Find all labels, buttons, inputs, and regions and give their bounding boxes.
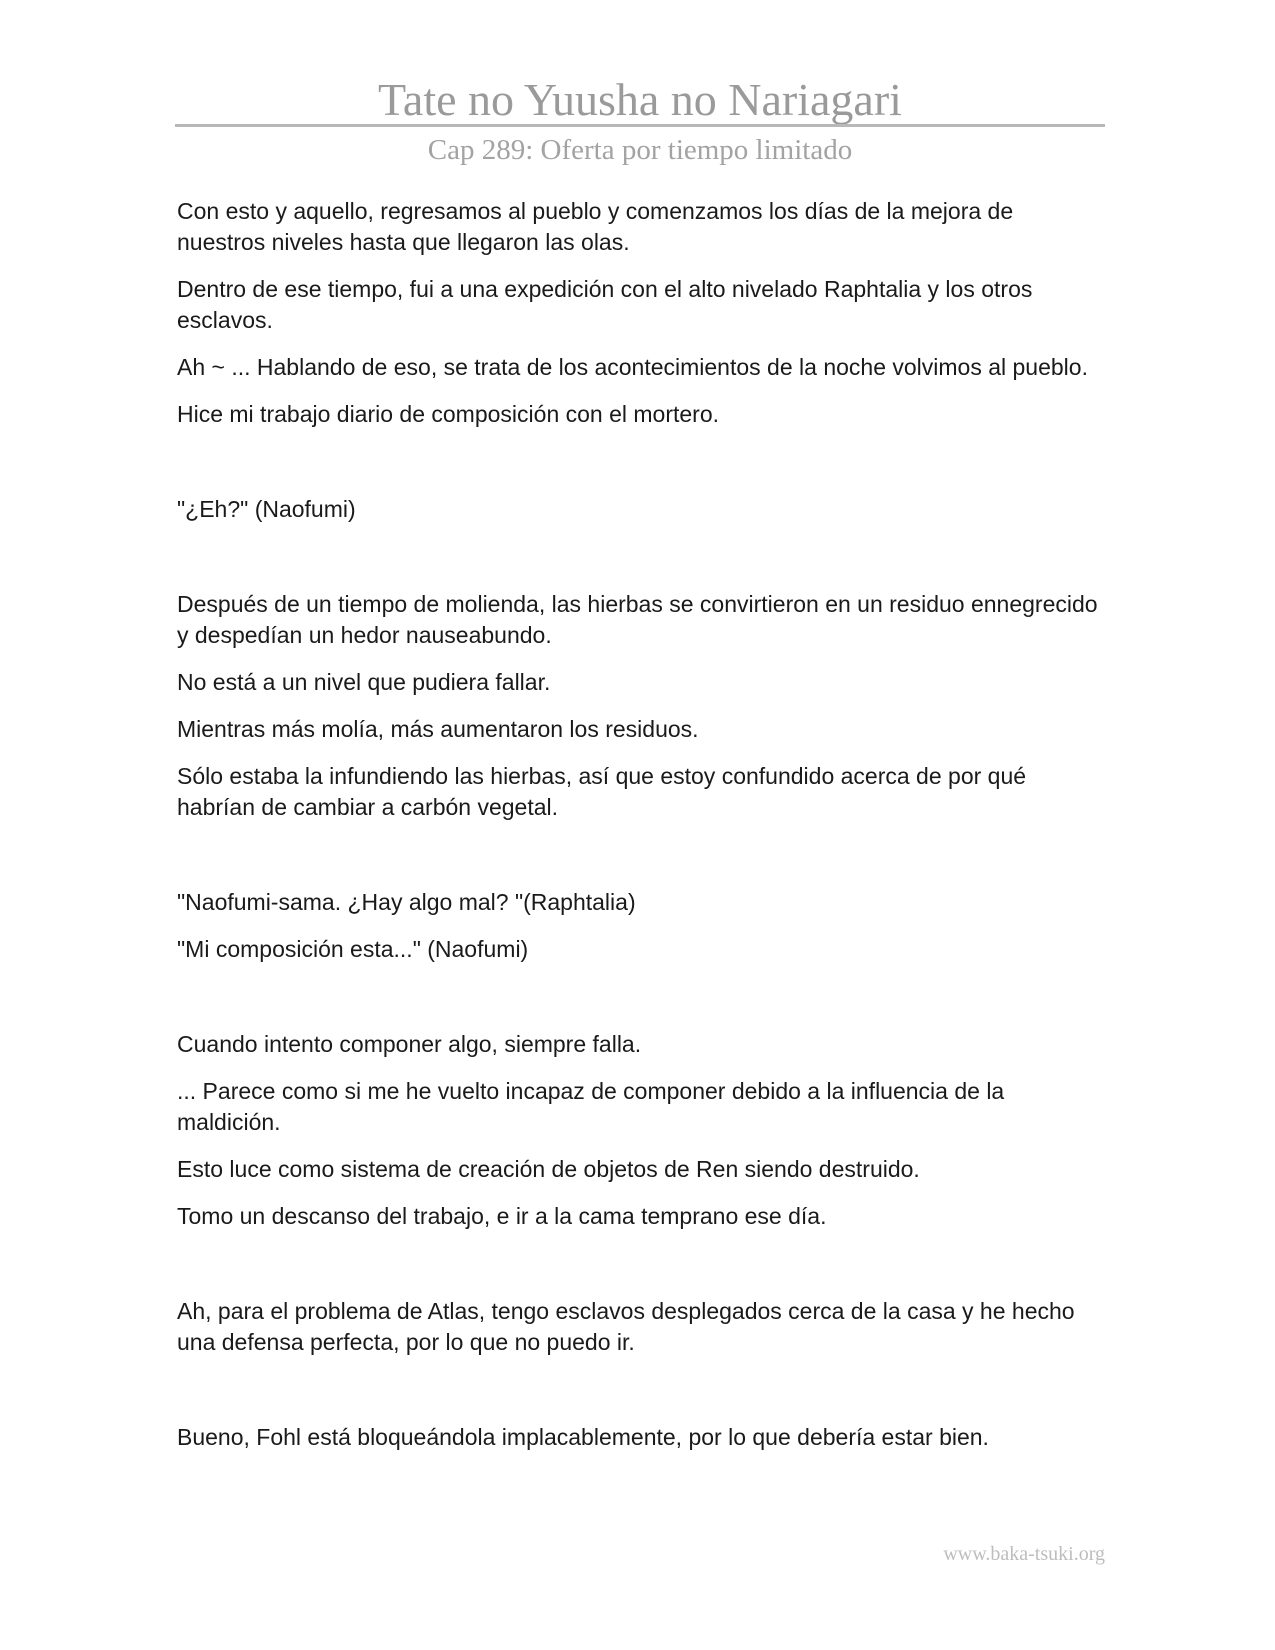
dialogue-line: "Naofumi-sama. ¿Hay algo mal? "(Raphtalia) (177, 889, 636, 915)
paragraph: Mientras más molía, más aumentaron los residuos. (177, 716, 699, 742)
paragraph: Con esto y aquello, regresamos al pueblo y comenzamos los días de la mejora de nuestros niveles hasta que llegaron las olas. (177, 198, 1014, 255)
paragraph: Ah ~ ... Hablando de eso, se trata de los acontecimientos de la noche volvimos al pueblo. (177, 354, 1088, 380)
paragraph: Después de un tiempo de molienda, las hierbas se convirtieron en un residuo ennegrecido y despedían un hedor nauseabundo. (177, 591, 1098, 648)
dialogue-line: "Mi composición esta..." (Naofumi) (177, 936, 529, 962)
paragraph: No está a un nivel que pudiera fallar. (177, 669, 551, 695)
paragraph: Esto luce como sistema de creación de objetos de Ren siendo destruido. (177, 1156, 920, 1182)
section-spacer (177, 981, 1107, 1029)
paragraph: Ah, para el problema de Atlas, tengo esclavos desplegados cerca de la casa y he hecho una defensa perfecta, por lo que no puedo ir. (177, 1298, 1075, 1355)
section-spacer (177, 541, 1107, 589)
section-spacer (177, 1374, 1107, 1422)
document-body (177, 196, 1107, 1469)
section-spacer (177, 1248, 1107, 1296)
document-title: Tate no Yuusha no Nariagari (378, 74, 902, 125)
watermark-footer: www.baka-tsuki.org (943, 1543, 1105, 1565)
chapter-subtitle: Cap 289: Oferta por tiempo limitado (427, 134, 853, 166)
paragraph: Bueno, Fohl está bloqueándola implacablemente, por lo que debería estar bien. (177, 1424, 989, 1450)
paragraph: Cuando intento componer algo, siempre falla. (177, 1031, 642, 1057)
dialogue-line: "¿Eh?" (Naofumi) (177, 496, 356, 522)
section-spacer (177, 446, 1107, 494)
paragraph: ... Parece como si me he vuelto incapaz de componer debido a la influencia de la maldición. (177, 1078, 1005, 1135)
paragraph: Dentro de ese tiempo, fui a una expedición con el alto nivelado Raphtalia y los otros esclavos. (177, 276, 1033, 333)
title-divider (175, 124, 1105, 127)
section-spacer (177, 839, 1107, 887)
paragraph: Hice mi trabajo diario de composición con el mortero. (177, 401, 720, 427)
paragraph: Sólo estaba la infundiendo las hierbas, así que estoy confundido acerca de por qué habrían de cambiar a carbón vegetal. (177, 763, 1027, 820)
paragraph: Tomo un descanso del trabajo, e ir a la cama temprano ese día. (177, 1203, 827, 1229)
